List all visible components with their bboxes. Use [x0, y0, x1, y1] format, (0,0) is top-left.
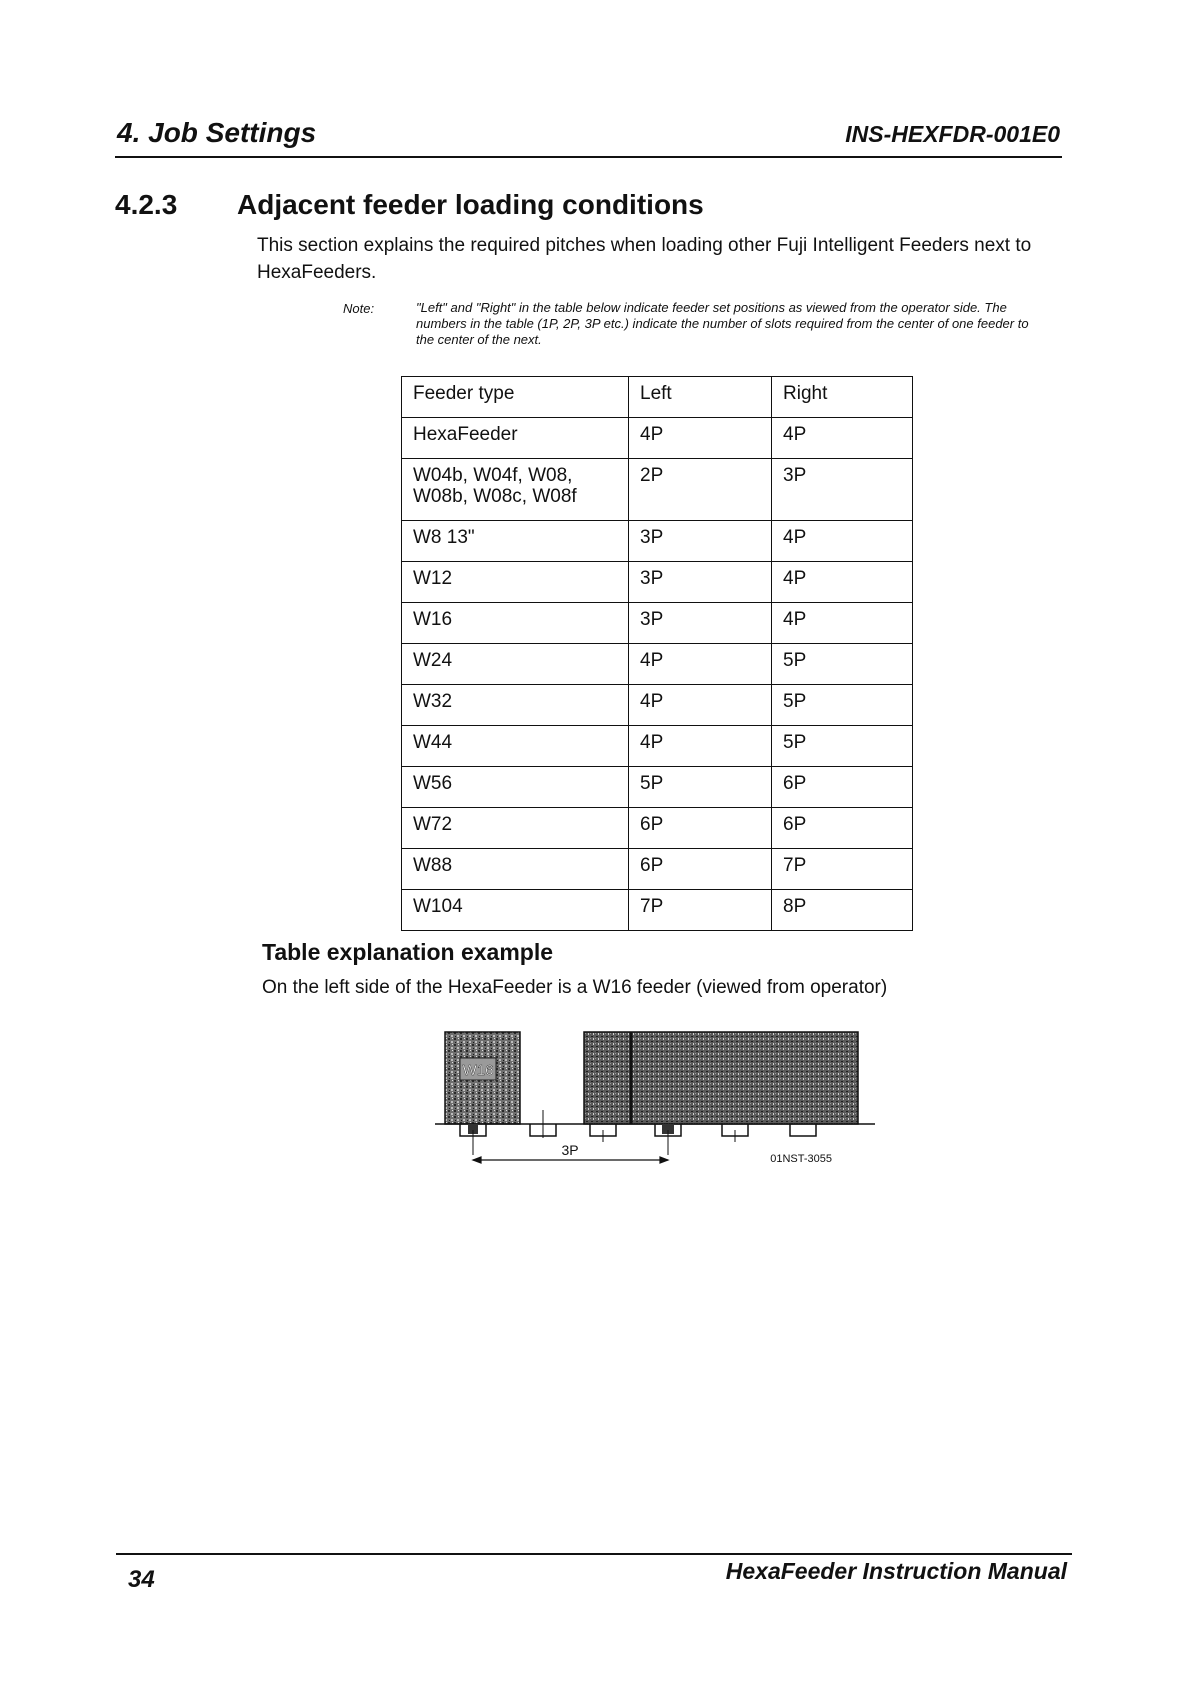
table-cell: 3P [629, 521, 772, 562]
table-cell: 5P [629, 767, 772, 808]
w16-label: W16 [462, 1062, 494, 1079]
table-cell: 4P [772, 521, 913, 562]
feeder-layout-diagram [430, 1020, 880, 1170]
pitch-label: 3P [561, 1142, 579, 1158]
note-label: Note: [343, 301, 375, 316]
header-divider [115, 156, 1062, 158]
table-cell: 8P [772, 890, 913, 931]
table-cell: 7P [629, 890, 772, 931]
table-cell: W12 [402, 562, 629, 603]
table-row [402, 767, 913, 808]
figure-code: 01NST-3055 [770, 1153, 832, 1165]
table-cell: 4P [629, 644, 772, 685]
section-number: 4.2.3 [115, 189, 178, 220]
note-text: "Left" and "Right" in the table below indicate feeder set positions as viewed from the operator side. The numbers in the table (1P, 2P, 3P etc.) indicate the number of slots required from the center of one feeder to the center of the next. [416, 300, 1029, 347]
manual-title: HexaFeeder Instruction Manual [725, 1558, 1067, 1584]
table-cell: W24 [402, 644, 629, 685]
table-cell: 3P [629, 562, 772, 603]
table-cell: 4P [629, 418, 772, 459]
table-cell: HexaFeeder [402, 418, 629, 459]
footer-divider [116, 1553, 1072, 1555]
table-row [402, 890, 913, 931]
table-row [402, 685, 913, 726]
table-row [402, 849, 913, 890]
table-cell: W8 13" [402, 521, 629, 562]
section-title: Adjacent feeder loading conditions [237, 189, 704, 220]
table-cell: 3P [629, 603, 772, 644]
column-header: Right [772, 377, 913, 418]
table-row [402, 644, 913, 685]
table-cell: 2P [629, 459, 772, 521]
table-cell: W04b, W04f, W08, W08b, W08c, W08f [402, 459, 629, 521]
table-row [402, 726, 913, 767]
table-row [402, 808, 913, 849]
table-row [402, 459, 913, 521]
table-header-row [402, 377, 913, 418]
table-cell: 6P [629, 808, 772, 849]
hexafeeder-body [584, 1032, 858, 1124]
table-cell: 6P [629, 849, 772, 890]
table-cell: 5P [772, 726, 913, 767]
table-row [402, 418, 913, 459]
table-cell: W72 [402, 808, 629, 849]
table-cell: 4P [772, 418, 913, 459]
table-cell: 5P [772, 644, 913, 685]
page-number: 34 [128, 1566, 155, 1593]
table-cell: 3P [772, 459, 913, 521]
table-cell: W104 [402, 890, 629, 931]
document-id: INS-HEXFDR-001E0 [845, 121, 1060, 147]
intro-paragraph: This section explains the required pitches when loading other Fuji Intelligent Feeders next to HexaFeeders. [257, 235, 1032, 283]
table-row [402, 521, 913, 562]
column-header: Feeder type [402, 377, 629, 418]
table-cell: W16 [402, 603, 629, 644]
chapter-title: 4. Job Settings [117, 117, 317, 148]
table-cell: 7P [772, 849, 913, 890]
table-cell: 4P [772, 603, 913, 644]
table-cell: 4P [629, 726, 772, 767]
table-cell: 6P [772, 767, 913, 808]
table-cell: W88 [402, 849, 629, 890]
table-cell: 5P [772, 685, 913, 726]
table-cell: W56 [402, 767, 629, 808]
feeder-pitch-table [401, 376, 913, 931]
slot-notches [460, 1124, 816, 1136]
example-heading: Table explanation example [262, 939, 554, 965]
column-header: Left [629, 377, 772, 418]
table-cell: W32 [402, 685, 629, 726]
table-cell: W44 [402, 726, 629, 767]
table-cell: 6P [772, 808, 913, 849]
table-row [402, 562, 913, 603]
table-row [402, 603, 913, 644]
table-cell: 4P [629, 685, 772, 726]
example-text: On the left side of the HexaFeeder is a W16 feeder (viewed from operator) [262, 977, 888, 998]
table-cell: 4P [772, 562, 913, 603]
